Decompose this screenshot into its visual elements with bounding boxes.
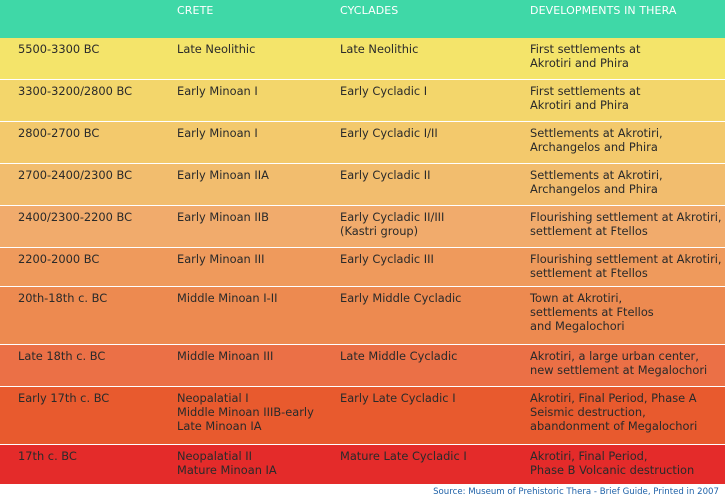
cell-period: 17th c. BC <box>18 449 77 463</box>
cell-line: Early Cycladic III <box>340 252 434 266</box>
cell-line: Late Middle Cycladic <box>340 349 458 363</box>
cell-crete <box>177 42 255 56</box>
cell-period: Early 17th c. BC <box>18 391 110 405</box>
cell-line: Middle Minoan IIIB-early <box>177 405 314 419</box>
cell-period: 2800-2700 BC <box>18 126 100 140</box>
cell-line: Neopalatial I <box>177 391 249 405</box>
cell-line: Phase B Volcanic destruction <box>530 463 695 477</box>
cell-crete <box>177 252 264 266</box>
cell-cyclades <box>340 84 427 98</box>
cell-period: 2400/2300-2200 BC <box>18 210 133 224</box>
cell-line: Neopalatial II <box>177 449 252 463</box>
cell-line: Late Neolithic <box>177 42 256 56</box>
cell-crete <box>177 291 277 305</box>
cell-line: Middle Minoan I-II <box>177 291 278 305</box>
cell-cyclades <box>340 168 431 182</box>
cell-cyclades <box>340 42 418 56</box>
cell-thera <box>530 42 640 70</box>
cell-line: new settlement at Megalochori <box>530 363 708 377</box>
cell-cyclades <box>340 449 467 463</box>
cell-line: Early Minoan IIA <box>177 168 269 182</box>
cell-crete <box>177 449 277 477</box>
table-row <box>0 80 725 122</box>
cell-line: Flourishing settlement at Akrotiri, <box>530 210 722 224</box>
cell-line: Settlements at Akrotiri, <box>530 168 663 182</box>
cell-thera <box>530 349 707 377</box>
cell-thera <box>530 126 663 154</box>
cell-thera <box>530 168 663 196</box>
cell-thera <box>530 210 722 238</box>
table-row <box>0 445 725 485</box>
cell-cyclades <box>340 126 438 140</box>
cell-period: 3300-3200/2800 BC <box>18 84 133 98</box>
cell-thera <box>530 391 697 433</box>
cell-cyclades <box>340 252 434 266</box>
cell-line: Mature Late Cycladic I <box>340 449 467 463</box>
cell-period: 5500-3300 BC <box>18 42 100 56</box>
cell-line: Seismic destruction, <box>530 405 646 419</box>
cell-line: Early Late Cycladic I <box>340 391 456 405</box>
cell-cyclades <box>340 349 457 363</box>
table-row <box>0 122 725 164</box>
cell-line: Akrotiri, Final Period, <box>530 449 648 463</box>
cell-crete <box>177 84 258 98</box>
table-row <box>0 206 725 248</box>
table-row <box>0 248 725 287</box>
cell-line: Flourishing settlement at Akrotiri, <box>530 252 722 266</box>
cell-line: Early Cycladic I/II <box>340 126 438 140</box>
cell-line: Early Minoan III <box>177 252 265 266</box>
cell-cyclades <box>340 391 456 405</box>
cell-line: Late Minoan IA <box>177 419 262 433</box>
cell-line: Akrotiri and Phira <box>530 98 629 112</box>
cell-line: abandonment of Megalochori <box>530 419 698 433</box>
cell-line: Akrotiri, a large urban center, <box>530 349 699 363</box>
table-row <box>0 164 725 206</box>
cell-line: Early Minoan I <box>177 126 258 140</box>
cell-line: Akrotiri, Final Period, Phase A <box>530 391 697 405</box>
cell-line: Settlements at Akrotiri, <box>530 126 663 140</box>
cell-crete <box>177 168 269 182</box>
table-row <box>0 287 725 345</box>
cell-thera <box>530 291 654 333</box>
cell-period: 2200-2000 BC <box>18 252 100 266</box>
cell-line: Late Neolithic <box>340 42 419 56</box>
cell-line: (Kastri group) <box>340 224 419 238</box>
cell-period: Late 18th c. BC <box>18 349 106 363</box>
cell-line: settlements at Ftellos <box>530 305 654 319</box>
table-row <box>0 38 725 80</box>
cell-line: First settlements at <box>530 42 641 56</box>
cell-line: Early Minoan I <box>177 84 258 98</box>
cell-line: Early Cycladic II/III <box>340 210 445 224</box>
cell-line: Early Middle Cycladic <box>340 291 462 305</box>
cell-cyclades <box>340 210 444 238</box>
cell-period: 2700-2400/2300 BC <box>18 168 133 182</box>
cell-crete <box>177 210 269 224</box>
cell-cyclades <box>340 291 461 305</box>
cell-thera <box>530 252 722 280</box>
cell-crete <box>177 391 314 433</box>
table-row <box>0 345 725 387</box>
cell-line: Early Cycladic II <box>340 168 431 182</box>
cell-line: Archangelos and Phira <box>530 182 658 196</box>
cell-line: Early Minoan IIB <box>177 210 269 224</box>
cell-line: Town at Akrotiri, <box>530 291 623 305</box>
header-cyclades: CYCLADES <box>340 4 399 17</box>
cell-thera <box>530 449 694 477</box>
header-thera: DEVELOPMENTS IN THERA <box>530 4 677 17</box>
table-header <box>0 0 725 38</box>
cell-line: Archangelos and Phira <box>530 140 658 154</box>
cell-period: 20th-18th c. BC <box>18 291 108 305</box>
cell-line: Middle Minoan III <box>177 349 274 363</box>
cell-crete <box>177 349 273 363</box>
cell-line: and Megalochori <box>530 319 625 333</box>
cell-line: settlement at Ftellos <box>530 224 648 238</box>
cell-line: Akrotiri and Phira <box>530 56 629 70</box>
source-note: Source: Museum of Prehistoric Thera - Brief Guide, Printed in 2007 <box>433 487 719 497</box>
cell-line: Early Cycladic I <box>340 84 428 98</box>
header-crete: CRETE <box>177 4 214 17</box>
cell-line: settlement at Ftellos <box>530 266 648 280</box>
table-row <box>0 387 725 445</box>
cell-crete <box>177 126 258 140</box>
cell-thera <box>530 84 640 112</box>
cell-line: Mature Minoan IA <box>177 463 277 477</box>
cell-line: First settlements at <box>530 84 641 98</box>
